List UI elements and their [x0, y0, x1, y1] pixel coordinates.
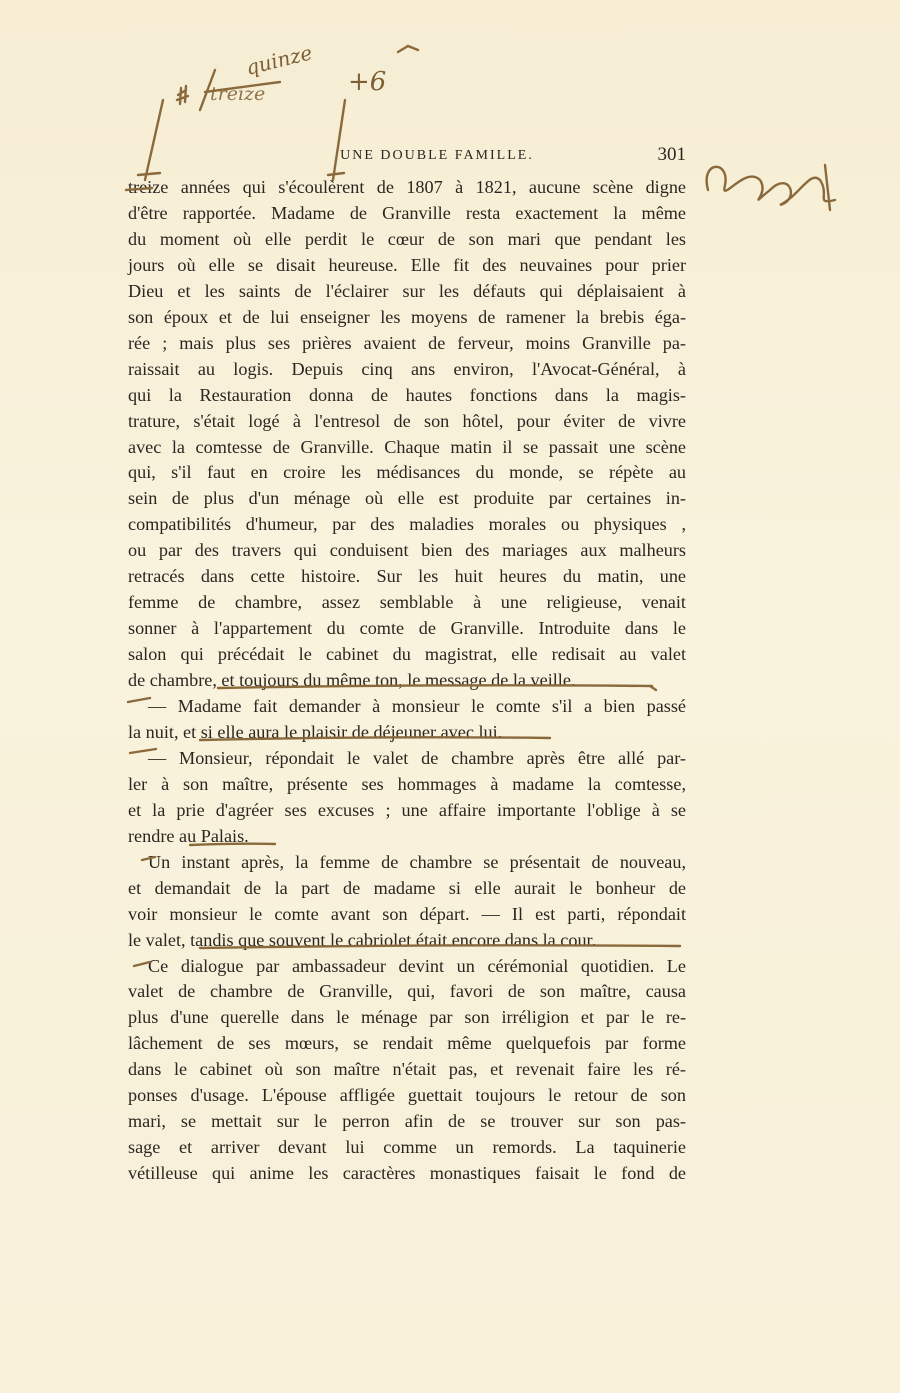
text-line: qui la Restauration donna de hautes fonctions dans la magis-	[128, 384, 686, 405]
text-line: voir monsieur le comte avant son départ. — Il est parti, répondait	[128, 903, 686, 924]
text-line: sage et arriver devant lui comme un remords. La taquinerie	[128, 1137, 686, 1158]
text-line: la nuit, et si elle aura le plaisir de déjeuner avec lui.	[128, 721, 503, 742]
text-line: Ce dialogue par ambassadeur devint un cérémonial quotidien. Le	[148, 955, 686, 976]
text-line: treize années qui s'écoulèrent de 1807 à 1821, aucune scène digne	[128, 177, 686, 197]
text-line: plus d'une querelle dans le ménage par son irréligion et par le re-	[128, 1007, 686, 1028]
text-line: et la prie d'agréer ses excuses ; une affaire importante l'oblige à se	[128, 799, 686, 820]
text-line: femme de chambre, assez semblable à une religieuse, venait	[128, 592, 686, 613]
text-line: lâchement de ses mœurs, se rendait même quelquefois par forme	[128, 1033, 686, 1054]
text-line: sonner à l'appartement du comte de Granville. Introduite dans le	[128, 618, 686, 639]
margin-correction-text: quinze	[243, 40, 315, 80]
text-line: mari, se mettait sur le perron afin de se trouver sur son pas-	[128, 1111, 686, 1132]
text-line: le valet, tandis que souvent le cabriolet était encore dans la cour.	[128, 929, 597, 950]
text-line: et demandait de la part de madame si elle aurait le bonheur de	[128, 877, 686, 898]
text-line: Dieu et les saints de l'éclairer sur les défauts qui déplaisaient à	[128, 280, 686, 301]
text-line: son époux et de lui enseigner les moyens de ramener la brebis éga-	[128, 306, 686, 327]
text-line: vétilleuse qui anime les caractères monastiques faisait le fond de	[128, 1163, 686, 1184]
hash-mark	[177, 86, 188, 104]
page-header	[128, 144, 686, 170]
text-line: jours où elle se disait heureuse. Elle fit des neuvaines pour prier	[128, 254, 686, 275]
strike-through-margin	[200, 70, 280, 110]
text-line: qui, s'il faut en croire les médisances du monde, se répète au	[128, 462, 686, 483]
text-line: avec la comtesse de Granville. Chaque matin il se passait une scène	[128, 436, 686, 457]
text-line: raissait au logis. Depuis cinq ans environ, l'Avocat-Général, à	[128, 358, 686, 379]
text-line: rendre au Palais.	[128, 825, 249, 846]
text-line: — Monsieur, répondait le valet de chambre après être allé par-	[148, 747, 686, 768]
text-line: salon qui précédait le cabinet du magistrat, elle redisait au valet	[128, 644, 686, 665]
text-line: ler à son maître, présente ses hommages à madame la comtesse,	[128, 773, 686, 794]
text-line: ponses d'usage. L'épouse affligée guettait toujours le retour de son	[128, 1085, 686, 1106]
text-line: ou par des travers qui conduisent bien des mariages aux malheurs	[128, 540, 686, 561]
text-line: — Madame fait demander à monsieur le comte s'il a bien passé	[148, 696, 686, 716]
text-line: rée ; mais plus ses prières avaient de ferveur, moins Granville pa-	[128, 332, 686, 353]
text-line: Un instant après, la femme de chambre se présentait de nouveau,	[148, 851, 686, 872]
text-line: d'être rapportée. Madame de Granville resta exactement la même	[128, 202, 686, 223]
running-title: UNE DOUBLE FAMILLE.	[340, 148, 534, 163]
text-line: dans le cabinet où son maître n'était pas, et revenait faire les ré-	[128, 1059, 686, 1080]
text-line: valet de chambre de Granville, qui, favori de son maître, causa	[128, 981, 686, 1002]
text-line: sein de plus d'un ménage où elle est produite par certaines in-	[128, 488, 686, 509]
text-line: retracés dans cette histoire. Sur les huit heures du matin, une	[128, 566, 686, 587]
text-line: trature, s'était logé à l'entresol de son hôtel, pour éviter de vivre	[128, 410, 686, 431]
plus-six-note: +6	[348, 67, 387, 97]
text-line: compatibilités d'humeur, par des maladies morales ou physiques ,	[128, 514, 686, 535]
text-line: de chambre, et toujours du même ton, le message de la veille.	[128, 670, 576, 691]
text-line: du moment où elle perdit le cœur de son mari que pendant les	[128, 228, 686, 249]
struck-margin-word: treize	[210, 83, 266, 105]
scribble-deletion	[707, 165, 835, 210]
page-number: 301	[657, 144, 686, 165]
